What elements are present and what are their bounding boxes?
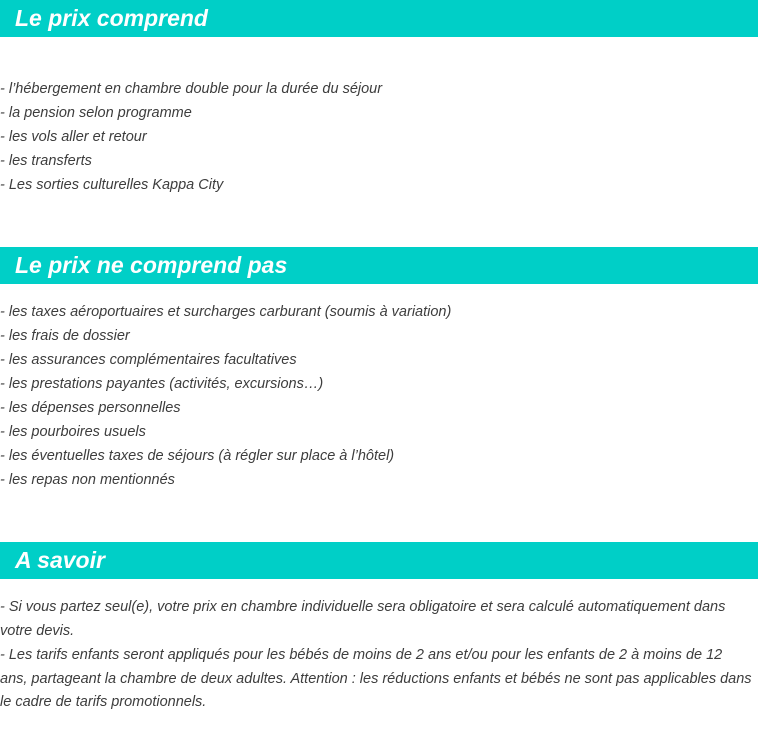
section-heading-excluded <box>0 247 758 284</box>
list-item: - les assurances complémentaires facultatives <box>0 352 297 368</box>
info-paragraph-solo: - Si vous partez seul(e), votre prix en chambre individuelle sera obligatoire et sera calculé automatiquement dans votre devis. <box>0 599 726 639</box>
section-title: Le prix ne comprend pas <box>15 252 288 278</box>
list-item: - les éventuelles taxes de séjours (à régler sur place à l’hôtel) <box>0 448 395 464</box>
included-list <box>0 77 758 197</box>
list-item: - les pourboires usuels <box>0 424 146 440</box>
list-item: - Les sorties culturelles Kappa City <box>0 177 224 193</box>
list-item: - les transferts <box>0 153 92 169</box>
section-title: Le prix comprend <box>15 5 208 31</box>
list-item: - les repas non mentionnés <box>0 472 175 488</box>
list-item: - les frais de dossier <box>0 328 130 344</box>
section-title: A savoir <box>15 547 105 573</box>
list-item: - la pension selon programme <box>0 105 192 121</box>
list-item: - l’hébergement en chambre double pour la durée du séjour <box>0 81 383 97</box>
list-item: - les prestations payantes (activités, excursions…) <box>0 376 324 392</box>
excluded-list <box>0 300 758 492</box>
list-item: - les dépenses personnelles <box>0 400 181 416</box>
list-item: - les taxes aéroportuaires et surcharges carburant (soumis à variation) <box>0 304 452 320</box>
section-heading-included <box>0 0 758 37</box>
list-item: - les vols aller et retour <box>0 129 147 145</box>
section-heading-info <box>0 542 758 579</box>
info-paragraph-children: - Les tarifs enfants seront appliqués pour les bébés de moins de 2 ans et/ou pour les enfants de 2 à moins de 12 ans, partageant la chambre de deux adultes. Attention : les réductions enfants et bébés ne sont pas applicables dans le cadre de tarifs promotionnels. <box>0 647 752 710</box>
